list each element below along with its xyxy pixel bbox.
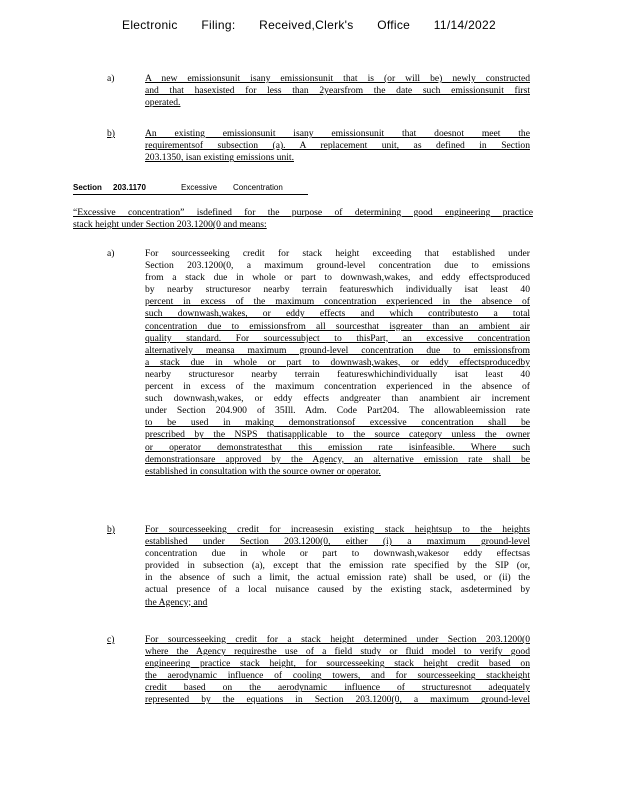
item-marker: a): [107, 248, 115, 259]
text-line: For sourcesseeking credit for stack height exceeding that established under: [145, 248, 530, 259]
text-line: the Agency; and: [145, 596, 208, 608]
text-line: credit based on the aerodynamic influence of structuresnot adequately: [145, 682, 530, 694]
filing-header: [0, 18, 618, 32]
header-date: 11/14/2022: [433, 18, 496, 32]
text-line: percent in excess of the maximum concentration experienced in the absence of: [145, 296, 530, 308]
section-number: 203.1170: [113, 183, 146, 192]
item-marker: a): [107, 73, 115, 84]
item-marker: b): [107, 524, 115, 535]
text-line: or operator demonstratesthat this emission rate isinfeasible. Where such: [145, 441, 530, 453]
text-line: alternatively meansa maximum ground-level concentration due to emissionsfrom: [145, 344, 530, 356]
text-line: percent in excess of the maximum concentration experienced in the absence of: [145, 381, 530, 393]
text-line: to be used in making demonstrationsof excessive concentration shall be: [145, 417, 530, 429]
text-line: An existing emissionsunit isany emissionsunit that doesnot meet the: [145, 128, 530, 139]
text-line: operated.: [145, 97, 181, 109]
text-line: For sourcesseeking credit for increasesin existing stack heightsup to the heights: [145, 524, 530, 535]
text-line: from a stack due in whole or part to downwash,wakes, and eddy effectsproduced: [145, 272, 530, 284]
text-line: actual presence of a local nuisance caused by the existing stack, asdetermined by: [145, 584, 530, 596]
text-line: engineering practice stack height, for sourcesseeking stack height credit based on: [145, 658, 530, 670]
text-line: where the Agency requiresthe use of a field study or fluid model to verify good: [145, 646, 530, 658]
text-line: stack height under Section 203.1200(0 and means:: [73, 219, 267, 231]
text-line: provided in subsection (a), except that the emission rate specified by the SIP (or,: [145, 560, 530, 572]
text-line: established in consultation with the source owner or operator.: [145, 465, 381, 477]
text-line: under Section 204.900 of 35Ill. Adm. Code Part204. The allowableemission rate: [145, 405, 530, 417]
item-text: [145, 73, 530, 109]
text-line: requirementsof subsection (a). A replacement unit, as defined in Section: [145, 140, 530, 152]
text-line: represented by the equations in Section 203.1200(0, a maximum ground-level: [145, 694, 530, 706]
item-text: [145, 634, 530, 707]
text-line: concentration due to emissionsfrom all sourcesthat isgreater than an ambient air: [145, 320, 530, 332]
item-text: [145, 524, 530, 609]
text-line: demonstrationsare approved by the Agency, an alternative emission rate shall be: [145, 453, 530, 465]
text-line: quality standard. For sourcessubject to thisPart, an excessive concentration: [145, 332, 530, 344]
text-line: nearby structuresor nearby terrain featureswhichindividually isat least 40: [145, 368, 530, 380]
text-line: by nearby structuresor nearby terrain featureswhich individually isat least 40: [145, 284, 530, 296]
item-text: [145, 128, 530, 164]
text-line: the aerodynamic influence of cooling towers, and for sourcesseeking stackheight: [145, 670, 530, 682]
section-title-word1: Excessive: [181, 183, 218, 192]
text-line: such downwash,wakes, or eddy effects and which contributesto a total: [145, 308, 530, 320]
section-label: Section: [73, 183, 102, 192]
item-marker: b): [107, 128, 115, 139]
text-line: a stack due in whole or part to downwash,wakes, or eddy effectsproducedby: [145, 356, 530, 368]
text-line: 203.1350, isan existing emissions unit.: [145, 152, 294, 164]
text-line: concentration due in whole or part to downwash,wakesor eddy effectsas: [145, 548, 530, 560]
text-line: For sourcesseeking credit for a stack height determined under Section 203.1200(0: [145, 634, 530, 645]
header-electronic: Electronic: [122, 18, 178, 32]
text-line: established under Section 203.1200(0, either (i) a maximum ground-level: [145, 536, 530, 548]
header-office: Office: [377, 18, 411, 32]
section-title-word2: Concentration: [233, 183, 283, 192]
header-received: Received,Clerk's: [259, 18, 354, 32]
text-line: A new emissionsunit isany emissionsunit that is (or will be) newly constructed: [145, 73, 530, 84]
section-underline: [73, 194, 308, 195]
text-line: “Excessive concentration” isdefined for the purpose of determining good engineering practice: [73, 207, 533, 218]
text-line: prescribed by the NSPS thatisapplicable to the source category unless the owner: [145, 429, 530, 441]
definition-paragraph: [73, 207, 533, 231]
item-text: [145, 248, 530, 478]
item-marker: c): [107, 634, 115, 645]
text-line: Section 203.1200(0, a maximum ground-level concentration due to emissions: [145, 260, 530, 272]
header-filing: Filing:: [201, 18, 236, 32]
text-line: and that hasexisted for less than 2yearsfrom the date such emissionsunit first: [145, 85, 530, 97]
text-line: in the absence of such a limit, the actual emission rate) shall be used, or (ii) the: [145, 572, 530, 584]
text-line: such downwash,wakes, or eddy effects andgreater than anambient air increment: [145, 393, 530, 405]
